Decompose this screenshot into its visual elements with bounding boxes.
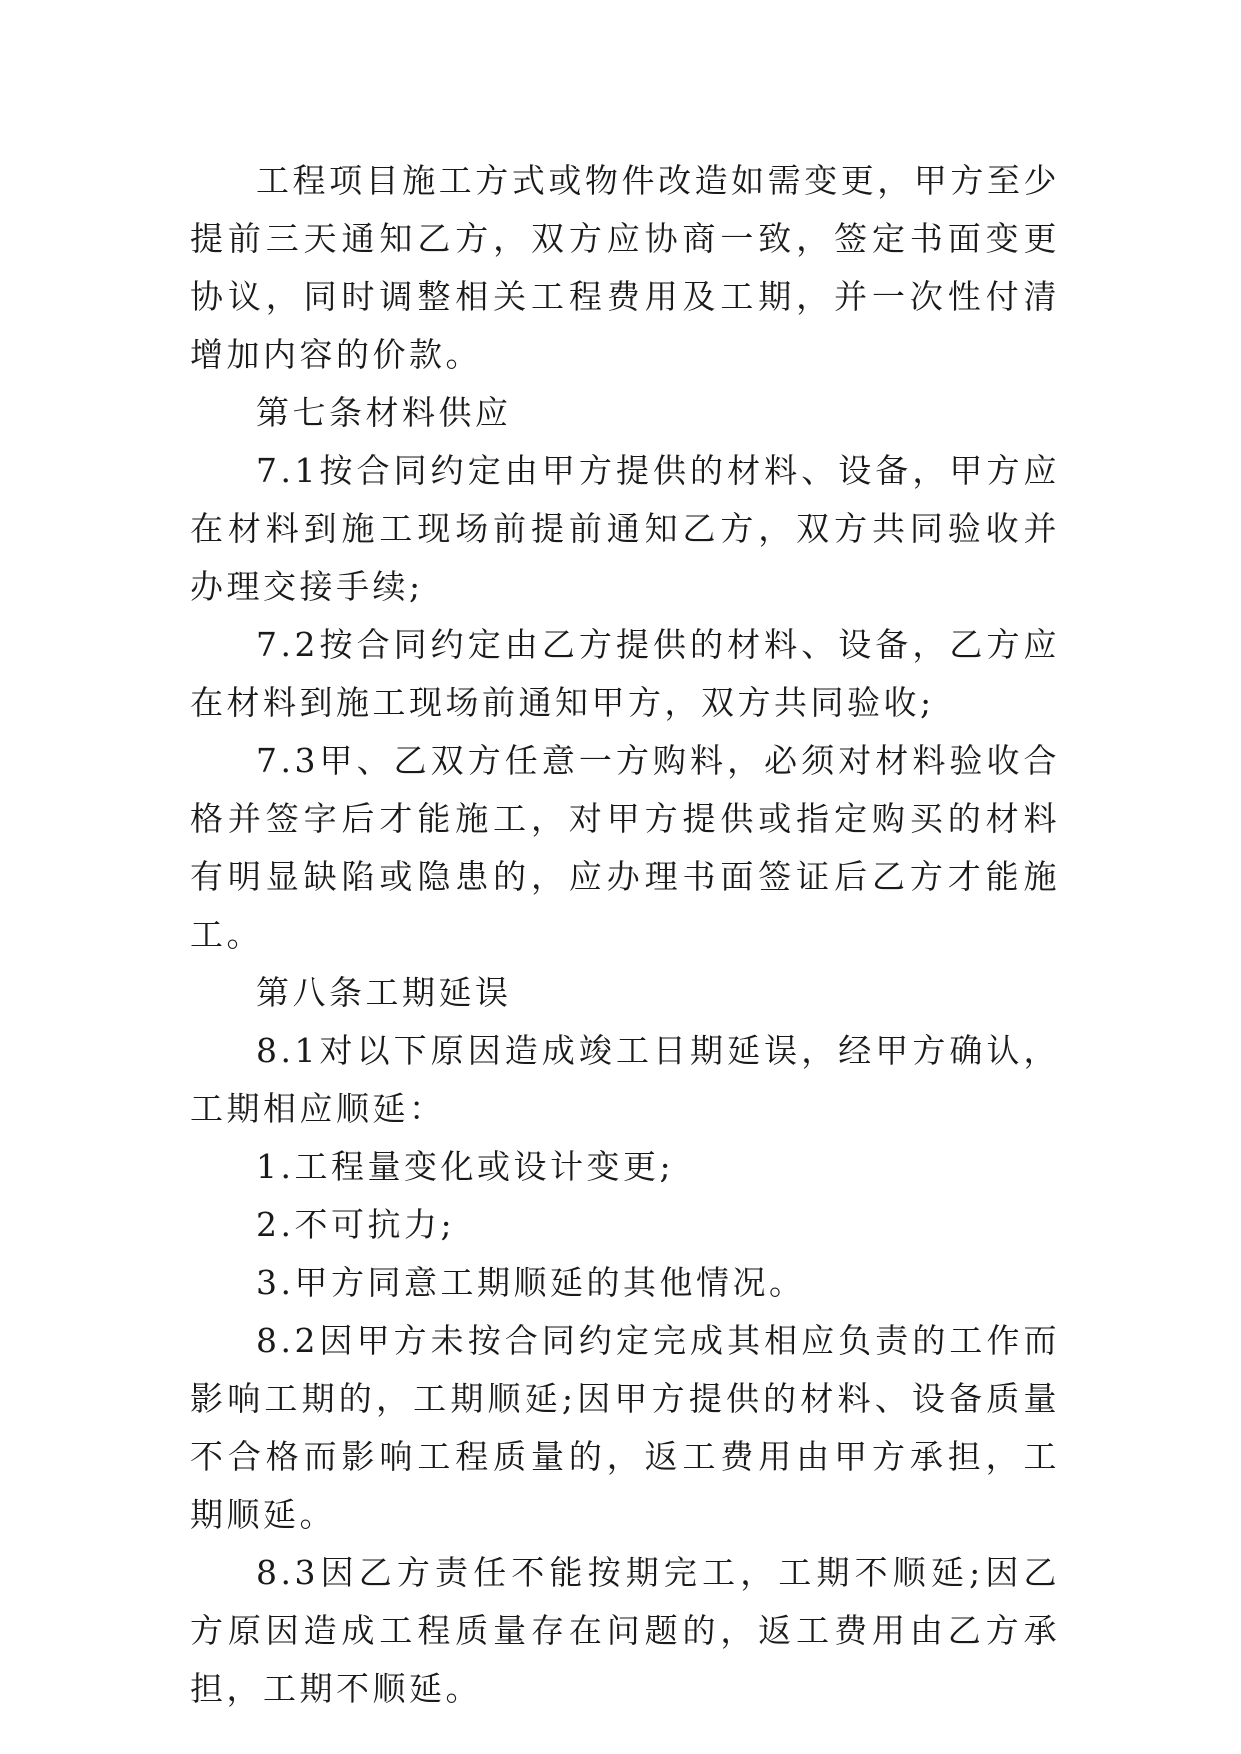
- list-item-2: 2.不可抗力;: [256, 1205, 456, 1244]
- clause-7-1: 7.1按合同约定由甲方提供的材料、设备，甲方应在材料到施工现场前提前通知乙方，双方共同验收并办理交接手续;: [190, 451, 1060, 606]
- document-page: [190, 152, 1060, 1718]
- heading-article-7: 第七条材料供应: [256, 393, 512, 432]
- clause-7-3: 7.3甲、乙双方任意一方购料，必须对材料验收合格并签字后才能施工，对甲方提供或指定购买的材料有明显缺陷或隐患的，应办理书面签证后乙方才能施工。: [190, 741, 1060, 954]
- clause-7-2: 7.2按合同约定由乙方提供的材料、设备，乙方应在材料到施工现场前通知甲方，双方共同验收;: [190, 625, 1060, 722]
- clause-8-2: 8.2因甲方未按合同约定完成其相应负责的工作而影响工期的，工期顺延;因甲方提供的材料、设备质量不合格而影响工程质量的，返工费用由甲方承担，工期顺延。: [190, 1321, 1060, 1534]
- list-item-1: 1.工程量变化或设计变更;: [256, 1147, 675, 1186]
- clause-8-1: 8.1对以下原因造成竣工日期延误，经甲方确认，工期相应顺延：: [190, 1031, 1060, 1128]
- heading-article-8: 第八条工期延误: [256, 973, 512, 1012]
- list-item-3: 3.甲方同意工期顺延的其他情况。: [256, 1263, 806, 1302]
- paragraph-change-notice: 工程项目施工方式或物件改造如需变更，甲方至少提前三天通知乙方，双方应协商一致，签定书面变更协议，同时调整相关工程费用及工期，并一次性付清增加内容的价款。: [190, 161, 1060, 374]
- clause-8-3: 8.3因乙方责任不能按期完工，工期不顺延;因乙方原因造成工程质量存在问题的，返工费用由乙方承担，工期不顺延。: [190, 1553, 1060, 1708]
